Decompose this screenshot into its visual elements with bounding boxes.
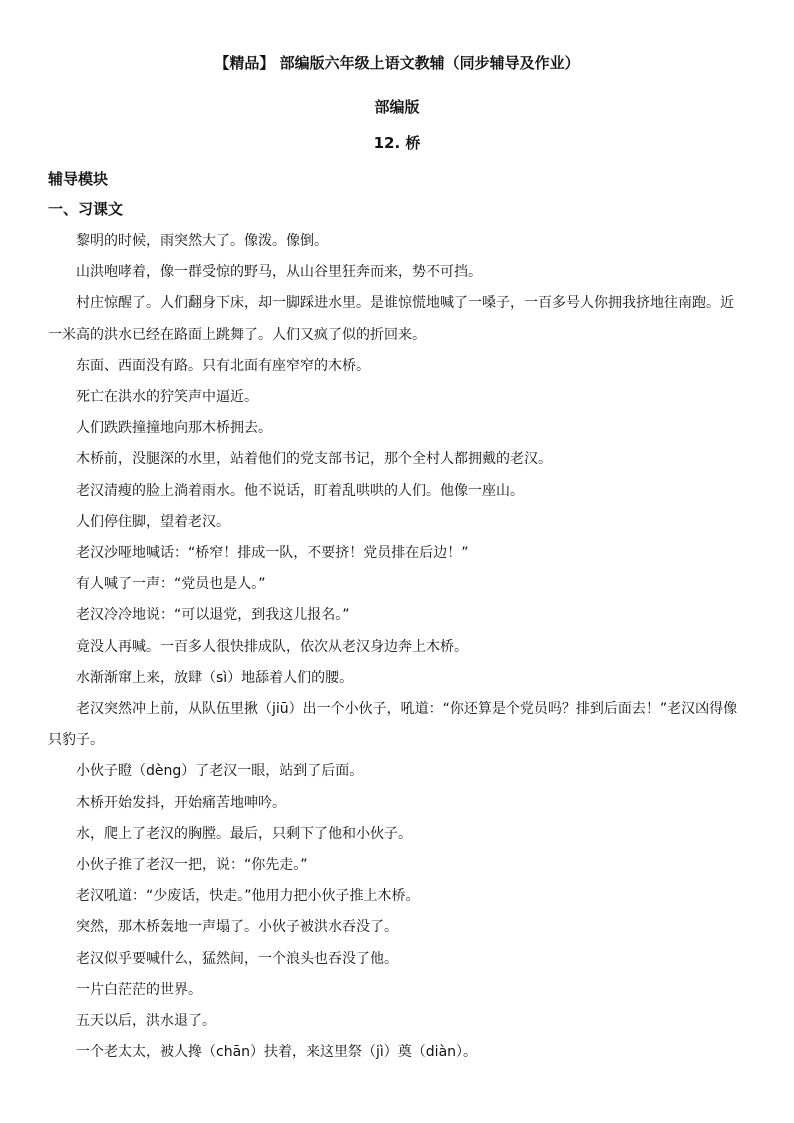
paragraph: 一个老太太，被人搀（chān）扶着，来这里祭（jì）奠（diàn）。 [76, 1044, 478, 1061]
paragraph: 突然，那木桥轰地一声塌了。小伙子被洪水吞没了。 [76, 919, 398, 936]
paragraph: 老汉清瘦的脸上淌着雨水。他不说话，盯着乱哄哄的人们。他像一座山。 [76, 482, 524, 499]
paragraph: 老汉似乎要喊什么，猛然间，一个浪头也吞没了他。 [76, 950, 398, 967]
paragraph: 水渐渐窜上来，放肆（sì）地舔着人们的腰。 [76, 669, 354, 686]
paragraph: 山洪咆哮着，像一群受惊的野马，从山谷里狂奔而来，势不可挡。 [76, 264, 482, 281]
document-subtitle: 部编版 [374, 98, 420, 116]
paragraph: 老汉吼道：“少废话，快走。”他用力把小伙子推上木桥。 [76, 888, 420, 905]
paragraph: 小伙子瞪（dèng）了老汉一眼，站到了后面。 [76, 763, 364, 780]
lesson-title: 12. 桥 [373, 134, 421, 152]
paragraph: 人们跌跌撞撞地向那木桥拥去。 [76, 420, 272, 437]
paragraph: 老汉沙哑地喊话：“桥窄！排成一队，不要挤！党员排在后边！” [76, 545, 469, 562]
paragraph: 老汉冷冷地说：“可以退党，到我这儿报名。” [76, 607, 350, 624]
paragraph: 村庄惊醒了。人们翻身下床，却一脚踩进水里。是谁惊慌地喊了一嗓子，一百多号人你拥我挤地往南跑。近一米高的洪水已经在路面上跳舞了。人们又疯了似的折回来。 [48, 295, 734, 343]
paragraph: 小伙子推了老汉一把，说：“你先走。” [76, 857, 308, 874]
paragraph: 竟没人再喊。一百多人很快排成队，依次从老汉身边奔上木桥。 [76, 638, 468, 655]
paragraph: 水，爬上了老汉的胸膛。最后，只剩下了他和小伙子。 [76, 825, 412, 842]
paragraph: 东面、西面没有路。只有北面有座窄窄的木桥。 [76, 357, 370, 374]
paragraph: 黎明的时候，雨突然大了。像泼。像倒。 [76, 233, 328, 249]
module-heading: 辅导模块 [48, 170, 109, 188]
document-title: 【精品】 部编版六年级上语文教辅（同步辅导及作业） [214, 54, 580, 72]
paragraph: 木桥开始发抖，开始痛苦地呻吟。 [76, 794, 286, 811]
paragraph: 一片白茫茫的世界。 [76, 981, 202, 998]
paragraph: 老汉突然冲上前，从队伍里揪（jiū）出一个小伙子，吼道：“你还算是个党员吗？排到后面去！”老汉凶得像只豹子。 [48, 701, 738, 749]
paragraph: 五天以后，洪水退了。 [76, 1013, 216, 1030]
paragraph: 木桥前，没腿深的水里，站着他们的党支部书记，那个全村人都拥戴的老汉。 [76, 451, 552, 468]
paragraph: 人们停住脚，望着老汉。 [76, 513, 230, 530]
paragraph: 有人喊了一声：“党员也是人。” [76, 576, 266, 593]
paragraph: 死亡在洪水的狞笑声中逼近。 [76, 389, 258, 406]
text-body [48, 226, 746, 1068]
section-heading: 一、习课文 [48, 200, 124, 218]
